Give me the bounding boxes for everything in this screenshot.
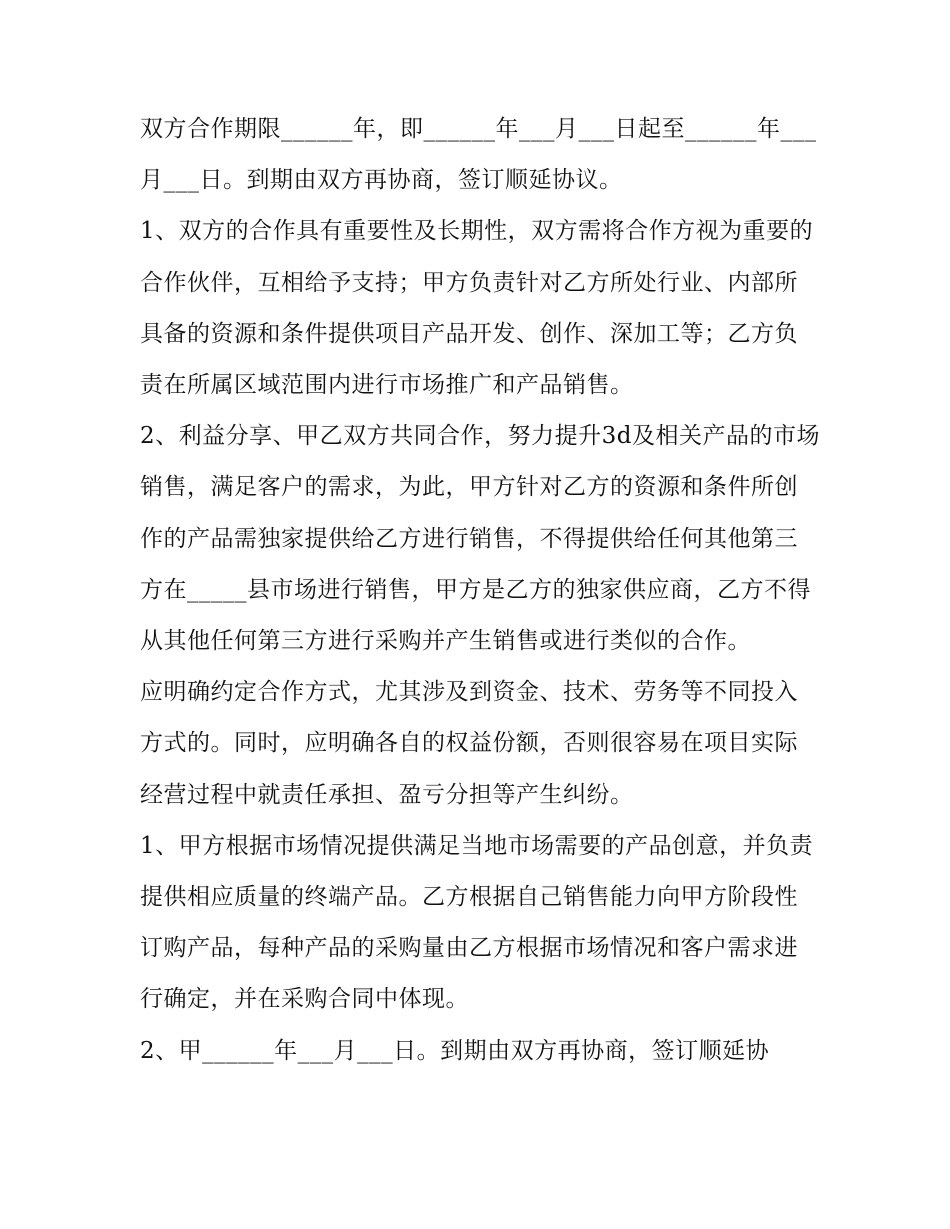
paragraph-clause-2-benefit-sharing: 2、利益分享、甲乙双方共同合作，努力提升3d及相关产品的市场销售，满足客户的需求，为此，甲方针对乙方的资源和条件所创作的产品需独家提供给乙方进行销售，不得提供给任何其他第三方在_____县市场进行销售，甲方是乙方的独家供应商，乙方不得从其他任何第三方进行采购并产生销售或进行类似的合作。 xyxy=(140,423,820,655)
paragraph-clause-1-product-supply: 1、甲方根据市场情况提供满足当地市场需要的产品创意，并负责提供相应质量的终端产品。乙方根据自己销售能力向甲方阶段性订购产品，每种产品的采购量由乙方根据市场情况和客户需求进行确定，并在采购合同中体现。 xyxy=(140,832,814,1013)
document-body xyxy=(140,104,820,1077)
paragraph-cooperation-method-note: 应明确约定合作方式，尤其涉及到资金、技术、劳务等不同投入方式的。同时，应明确各自的权益份额，否则很容易在项目实际经营过程中就责任承担、盈亏分担等产生纠纷。 xyxy=(140,679,798,808)
paragraph-cooperation-term: 双方合作期限______年，即______年___月___日起至______年___月___日。到期由双方再协商，签订顺延协议。 xyxy=(140,116,817,194)
paragraph-clause-2-term-continued: 2、甲______年___月___日。到期由双方再协商，签订顺延协 xyxy=(140,1037,770,1064)
paragraph-clause-1-partnership: 1、双方的合作具有重要性及长期性，双方需将合作方视为重要的合作伙伴，互相给予支持；甲方负责针对乙方所处行业、内部所具备的资源和条件提供项目产品开发、创作、深加工等；乙方负责在所属区域范围内进行市场推广和产品销售。 xyxy=(140,218,814,399)
